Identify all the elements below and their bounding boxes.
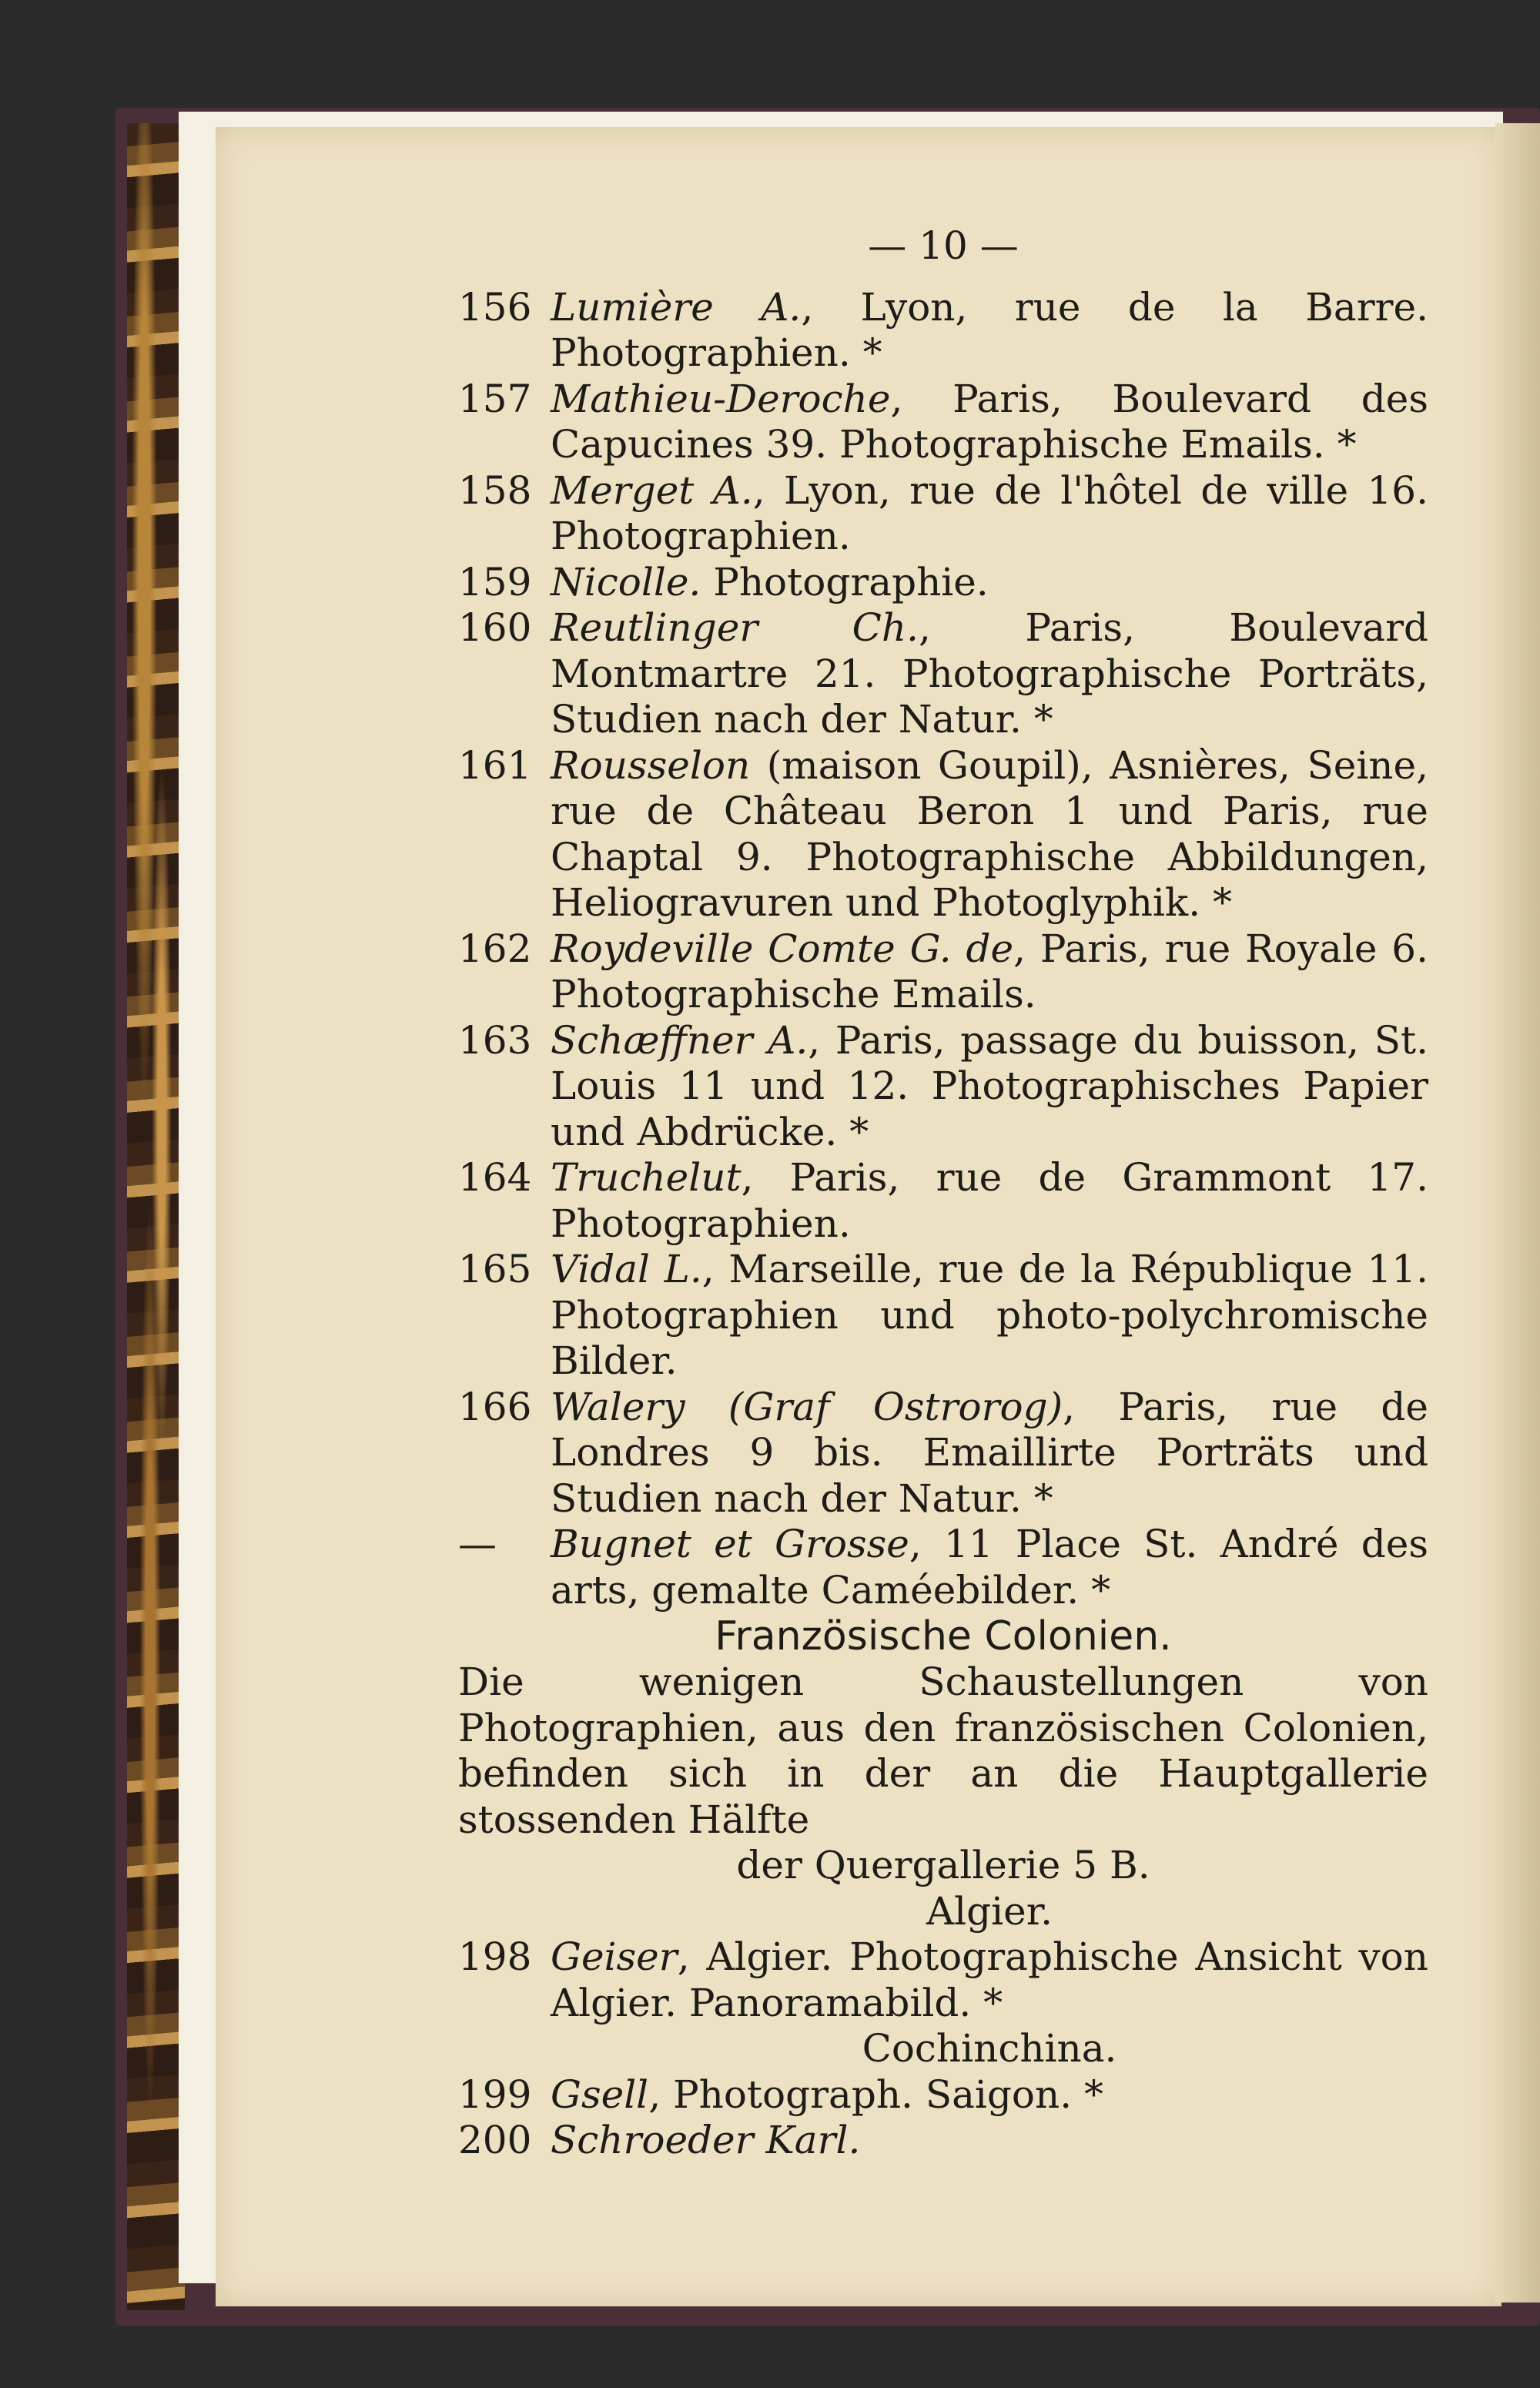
facing-page-edge: [1495, 123, 1540, 2303]
catalog-entry: 160 Reutlinger Ch., Paris, Boulevard Montmartre 21. Photographische Porträts, Studien nach der Natur. *: [458, 605, 1428, 742]
catalog-entry: 156 Lumière A., Lyon, rue de la Barre. Photographien. *: [458, 284, 1428, 375]
subheading-algier: Algier.: [926, 1888, 1053, 1934]
section-title: Französische Colonien.: [715, 1613, 1172, 1660]
page-number: — 10 —: [868, 223, 1019, 268]
catalog-entry: 199 Gsell, Photograph. Saigon. *: [458, 2071, 1103, 2117]
catalog-entry: 157 Mathieu-Deroche, Paris, Boulevard des Capucines 39. Photographische Emails. *: [458, 376, 1428, 467]
page-text: [458, 223, 1428, 2164]
catalog-entry: 158 Merget A., Lyon, rue de l'hôtel de ville 16. Photographien.: [458, 467, 1428, 558]
catalog-entry: — Bugnet et Grosse, 11 Place St. André des arts, gemalte Caméebilder. *: [458, 1522, 1428, 1613]
catalog-entry: 165 Vidal L., Marseille, rue de la République 11. Photographien und photo-polychromische Bilder.: [458, 1247, 1428, 1383]
catalog-entry: 163 Schæffner A., Paris, passage du buisson, St. Louis 11 und 12. Photographisches Papier und Abdrücke. *: [458, 1017, 1429, 1154]
catalog-entry: 164 Truchelut, Paris, rue de Grammont 17. Photographien.: [458, 1155, 1428, 1246]
section-intro: Die wenigen Schaustellungen von Photographien, aus den französischen Colonien, befinden sich in der an die Hauptgallerie stossenden Hälfte der Quergallerie 5 B.: [458, 1660, 1428, 1887]
catalog-entry: 198 Geiser, Algier. Photographische Ansicht von Algier. Panoramabild. *: [458, 1934, 1428, 2025]
catalog-entry: 200 Schroeder Karl.: [458, 2118, 861, 2162]
marbled-edge: [127, 123, 185, 2310]
subheading-cochinchina: Cochinchina.: [862, 2026, 1117, 2071]
catalog-entry: 161 Rousselon (maison Goupil), Asnières, Seine, rue de Château Beron 1 und Paris, rue Chaptal 9. Photographische Abbildungen, Heliogravuren und Photoglyphik. *: [458, 742, 1428, 925]
catalog-entry: 159 Nicolle. Photographie.: [458, 559, 989, 605]
catalog-entry: 166 Walery (Graf Ostrorog), Paris, rue de Londres 9 bis. Emaillirte Porträts und Studien nach der Natur. *: [458, 1384, 1428, 1521]
catalog-entry: 162 Roydeville Comte G. de, Paris, rue Royale 6. Photographische Emails.: [458, 926, 1429, 1016]
